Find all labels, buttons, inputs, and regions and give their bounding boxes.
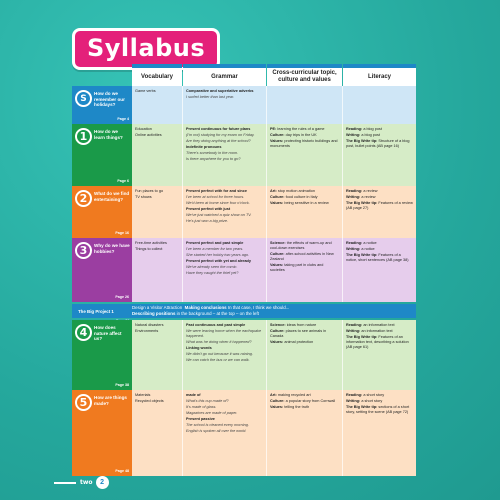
unit-page-reference: Page 16 [115,231,129,235]
literacy-cell-text: Structure of a blog post, bullet points (AB page 16) [346,138,410,148]
literacy-cell-text: an information text [361,328,393,333]
literacy-cell-line [346,405,413,415]
literacy-cell-heading: Writing: [346,194,361,199]
vocabulary-cell [132,390,182,476]
literacy-cell-line [346,127,413,132]
literacy-cell-line [346,195,413,200]
cross-curricular-cell-heading: Culture: [270,132,285,137]
literacy-cell-line [346,201,413,211]
literacy-cell-text: a review [361,194,376,199]
unit-question: How do we learn things? [94,129,123,140]
column-header-cross-curricular: Cross-curricular topic, culture and values [267,64,342,86]
grammar-cell-example: We didn't go out because it was raining. [186,351,253,356]
vocabulary-cell [132,238,182,302]
literacy-cell-text: an information text [363,323,395,327]
cross-curricular-cell-line [270,340,339,345]
vocabulary-item: Materials [135,393,151,397]
cross-curricular-cell-heading: Art: [270,393,277,397]
literacy-cell-heading: The Big Write tip: [346,334,378,339]
unit-row [72,86,416,124]
literacy-cell-line [346,323,413,328]
unit-label [72,86,132,124]
vocabulary-item: Free-time activities [135,241,167,245]
unit-question: How do we remember our holidays? [94,91,125,107]
vocabulary-cell [132,320,182,390]
big-project-line2-bold: Describing positions [132,311,176,316]
literacy-cell-line [346,393,413,398]
big-project-prefix: Design a Visitor Attraction [132,305,183,311]
cross-curricular-cell-line [270,139,339,149]
grammar-cell-example: We can catch the bus or we can walk. [186,357,250,362]
literacy-cell-heading: Reading: [346,189,363,193]
cross-curricular-cell-heading: Values: [270,138,284,143]
grammar-cell [182,320,266,390]
cross-curricular-cell-heading: Values: [270,200,284,205]
grammar-cell-heading: Present perfect with just [186,206,231,211]
unit-question: How does nature affect us? [94,325,122,341]
cross-curricular-cell-line [270,405,339,410]
literacy-cell-text: a review [363,189,378,193]
cross-curricular-cell-text: animal protection [284,339,314,344]
literacy-cell-line [346,189,413,194]
literacy-cell-text: a notice [361,246,375,251]
unit-label [72,186,132,238]
cross-curricular-cell-line [270,252,339,262]
cross-curricular-cell [266,320,342,390]
syllabus-table [72,64,416,476]
vocabulary-cell [132,186,182,238]
grammar-cell-example: (I'm not) studying for my exam on Friday. [186,132,255,137]
literacy-cell-heading: Writing: [346,398,361,403]
grammar-cell-example: There's somebody in the room. [186,150,239,155]
grammar-cell-example: I surfed better than last year. [186,94,235,99]
unit-number-icon: 1 [75,128,92,145]
literacy-cell-text: a notice [363,241,377,245]
footer-bar [54,482,76,484]
literacy-cell-line [346,253,413,263]
cross-curricular-cell-line [270,263,339,273]
unit-label [72,238,132,302]
grammar-cell-heading: Linking words [186,345,212,350]
literacy-cell-heading: The Big Write tip: [346,200,378,205]
literacy-cell [342,124,416,186]
big-project-content [132,305,289,316]
unit-row [72,124,416,186]
cross-curricular-cell-heading: Culture: [270,251,285,256]
grammar-cell-heading: Past continuous and past simple [186,323,246,327]
unit-label [72,320,132,390]
grammar-cell-heading: made of [186,393,201,397]
vocabulary-item: Online activities [135,132,162,137]
cross-curricular-cell-text: food culture in Italy [285,194,318,199]
literacy-cell [342,320,416,390]
cross-curricular-cell [266,124,342,186]
unit-label [72,124,132,186]
cross-curricular-cell-line [270,127,339,132]
unit-number-icon: S [75,90,92,107]
unit-row [72,186,416,238]
cross-curricular-cell-text: telling the truth [284,404,310,409]
cross-curricular-cell-heading: Culture: [270,328,285,333]
grammar-cell [182,238,266,302]
unit-page-reference: Page 26 [115,295,129,299]
grammar-cell-example: I've been a member for two years. [186,246,244,251]
grammar-cell-heading: Present perfect and past simple [186,241,244,245]
literacy-cell [342,238,416,302]
cross-curricular-cell-heading: Values: [270,339,284,344]
grammar-cell-heading: Comparative and superlative adverbs [186,89,254,93]
literacy-cell-line [346,241,413,246]
cross-curricular-cell-line [270,323,339,328]
unit-question: What do we find entertaining? [94,191,130,202]
cross-curricular-cell-line [270,201,339,206]
cross-curricular-cell-heading: Art: [270,189,277,193]
unit-number-icon: 2 [75,190,92,207]
cross-curricular-cell-heading: Values: [270,404,284,409]
cross-curricular-cell-text: the effects of warm-up and cool-down exercises [270,241,332,250]
unit-page-reference: Page 4 [117,117,129,121]
vocabulary-item: Game verbs [135,89,156,93]
literacy-cell-line [346,399,413,404]
cross-curricular-cell [266,238,342,302]
cross-curricular-cell-text: a popular story from Cornwall [285,398,336,403]
cross-curricular-cell-line [270,189,339,194]
big-project-line1: In that case, I think we should... [227,305,290,311]
grammar-cell-example: She started her hobby two years ago. [186,252,250,257]
page-footer [54,476,109,489]
cross-curricular-cell-text: making recycled art [277,393,311,397]
cross-curricular-cell-text: protecting historic buildings and monuments [270,138,338,148]
column-header-grammar: Grammar [183,64,266,86]
literacy-cell-heading: Reading: [346,323,363,327]
cross-curricular-cell-heading: Culture: [270,194,285,199]
grammar-cell-example: Magazines are made of paper. [186,410,238,415]
grammar-cell-example: We've already seen the comic. [186,264,238,269]
grammar-cell-example: He's just won a big prize. [186,218,229,223]
grammar-cell-example: I've been at school for three hours. [186,194,245,199]
column-header-literacy: Literacy [343,64,416,86]
vocabulary-item: TV shows [135,194,152,199]
unit-page-reference: Page 6 [117,179,129,183]
literacy-cell-line [346,329,413,334]
grammar-cell [182,186,266,238]
literacy-cell-heading: The Big Write tip: [346,404,378,409]
vocabulary-item: Things to collect [135,246,163,251]
grammar-cell-example: English is spoken all over the world. [186,428,247,433]
literacy-cell-text: a blog post [361,132,380,137]
unit-row [72,390,416,476]
cross-curricular-cell-text: after-school activities in New Zealand [270,251,334,261]
literacy-cell-heading: Reading: [346,241,363,245]
big-project-line2: in the background – at the top – on the left [176,311,259,316]
grammar-cell-example: The school is cleaned every morning. [186,422,249,427]
grammar-cell-example: What was he doing when it happened? [186,339,252,344]
cross-curricular-cell-heading: Culture: [270,398,285,403]
cross-curricular-cell-line [270,399,339,404]
grammar-cell-heading: Present continuous for future plans [186,127,251,131]
footer-word: two [80,479,93,486]
vocabulary-item: Fun places to go [135,189,164,193]
grammar-cell-example: Is there anywhere for you to go? [186,156,241,161]
big-project-line1-bold: Making conclusions [184,305,227,311]
literacy-cell-line [346,133,413,138]
cross-curricular-cell [266,390,342,476]
grammar-cell-heading: Indefinite pronouns [186,144,222,149]
cross-curricular-cell-line [270,329,339,339]
literacy-cell-text: a short story [361,398,383,403]
vocabulary-cell [132,124,182,186]
cross-curricular-cell-heading: Values: [270,262,284,267]
vocabulary-cell [132,86,182,124]
literacy-cell-heading: Writing: [346,328,361,333]
unit-number-icon: 4 [75,324,92,341]
grammar-cell [182,124,266,186]
cross-curricular-cell-text: being sensitive in a review [284,200,329,205]
unit-page-reference: Page 48 [115,469,129,473]
unit-page-reference: Page 38 [115,383,129,387]
literacy-cell-heading: Writing: [346,246,361,251]
unit-row [72,320,416,390]
grammar-cell-heading: Present passive [186,416,215,421]
unit-row [72,238,416,302]
grammar-cell [182,86,266,124]
cross-curricular-cell [266,186,342,238]
page-title: Syllabus [87,34,206,62]
literacy-cell-heading: Reading: [346,393,363,397]
literacy-cell [342,86,416,124]
unit-question: How are things made? [94,395,127,406]
column-header-vocabulary: Vocabulary [132,64,182,86]
grammar-cell-example: We'd been at home since four o'clock. [186,200,250,205]
unit-number-icon: 5 [75,394,92,411]
unit-number-icon: 3 [75,242,92,259]
cross-curricular-cell-text: places to see animals in Canada [270,328,327,338]
literacy-cell [342,186,416,238]
unit-label [72,390,132,476]
literacy-cell-text: Features of an information text, describing a solution (AB page 61) [346,334,409,349]
literacy-cell-heading: The Big Write tip: [346,138,378,143]
cross-curricular-cell-text: ideas from nature [286,323,317,327]
grammar-cell-example: Are they doing anything at the school? [186,138,251,143]
vocabulary-item: Education [135,127,152,131]
grammar-cell-heading: Present perfect with yet and already [186,258,251,263]
big-project-title: The Big Project 1 [78,308,114,314]
grammar-cell-example: What's this cup made of? [186,398,229,403]
cross-curricular-cell [266,86,342,124]
big-project-row [72,304,416,318]
vocabulary-item: Natural disasters [135,323,164,327]
unit-question: Why do we have hobbies? [94,243,130,254]
literacy-cell-line [346,139,413,149]
cross-curricular-cell-line [270,133,339,138]
cross-curricular-cell-heading: PE: [270,127,277,131]
grammar-cell [182,390,266,476]
cross-curricular-cell-heading: Science: [270,241,286,245]
grammar-cell-heading: Present perfect with for and since [186,189,247,193]
literacy-cell [342,390,416,476]
cross-curricular-cell-text: learning the rules of a game [277,127,325,131]
cross-curricular-cell-heading: Science: [270,323,286,327]
cross-curricular-cell-text: day trips in the UK [285,132,317,137]
grammar-cell-example: It's made of glass. [186,404,217,409]
grammar-cell-example: Have they caught the thief yet? [186,270,239,275]
cross-curricular-cell-text: taking part in clubs and societies [270,262,324,272]
literacy-cell-text: a blog post [363,127,382,131]
cross-curricular-cell-line [270,393,339,398]
literacy-cell-heading: Writing: [346,132,361,137]
literacy-cell-line [346,335,413,350]
literacy-cell-text: Features of a notice, short sentences (AB page 38) [346,252,409,262]
vocabulary-item: Environments [135,328,159,333]
grammar-cell-example: We've just watched a quiz show on TV. [186,212,252,217]
literacy-cell-text: Features of a review (AB page 27) [346,200,413,210]
cross-curricular-cell-line [270,195,339,200]
page-number: 2 [96,476,109,489]
literacy-cell-heading: The Big Write tip: [346,252,378,257]
literacy-cell-heading: Reading: [346,127,363,131]
grammar-cell-example: We were leaving home when the earthquake happened. [186,328,262,338]
literacy-cell-text: sections of a short story, setting the scene (AB page 72) [346,404,410,414]
cross-curricular-cell-text: stop motion animation [277,189,315,193]
literacy-cell-text: a short story [363,393,385,397]
cross-curricular-cell-line [270,241,339,251]
literacy-cell-line [346,247,413,252]
vocabulary-item: Recycled objects [135,398,164,403]
